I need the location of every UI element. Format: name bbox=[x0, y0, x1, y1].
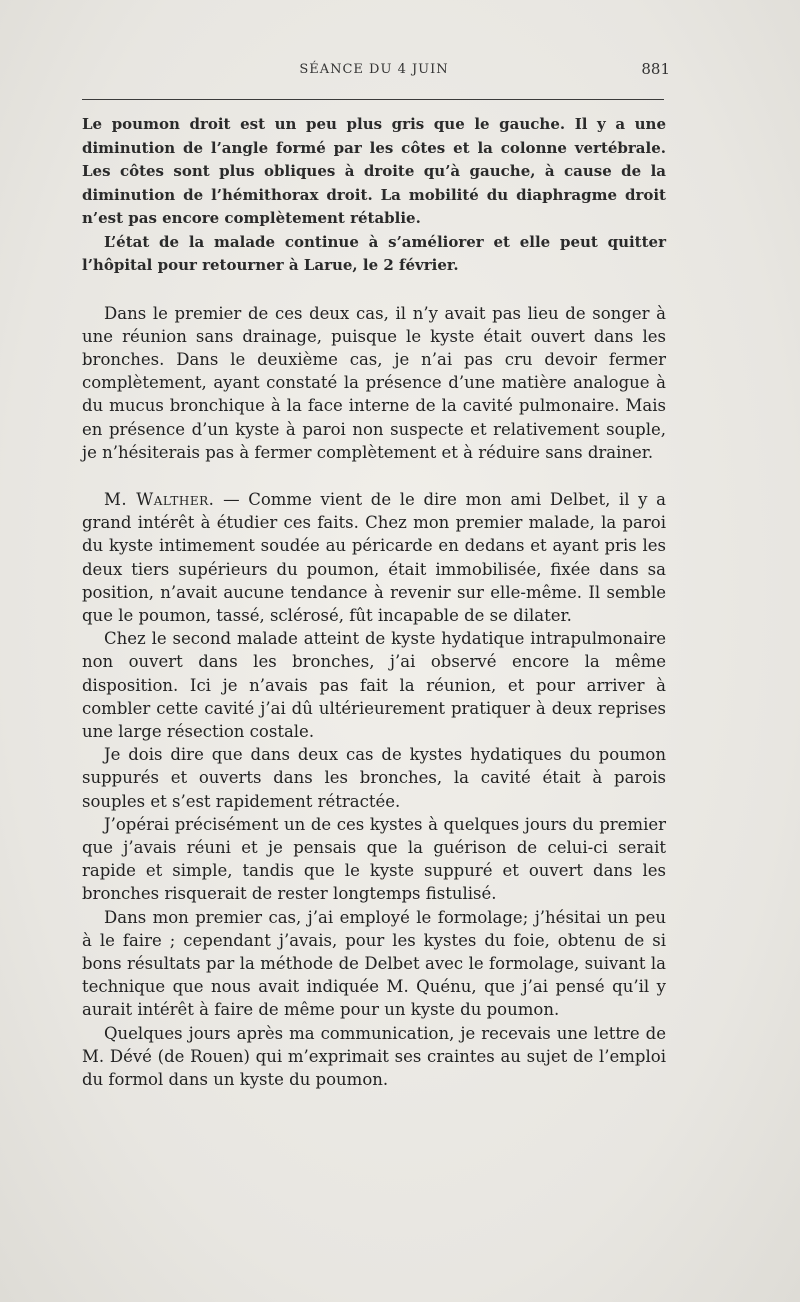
paragraph-text: — Comme vient de le dire mon ami Delbet, il y a grand intérêt à étudier ces faits. Chez mon premier malade, la paroi du kyste intimement soudée au péricarde en dedans et ayant pris les deux tiers supérieurs du poumon, était immobilisée, fixée dans sa position, n’avait aucune tendance à revenir sur elle-même. Il semble que le poumon, tassé, sclérosé, fût incapable de se dilater. bbox=[82, 489, 666, 625]
paragraph: Dans le premier de ces deux cas, il n’y avait pas lieu de songer à une réunion sans drainage, puisque le kyste était ouvert dans les bronches. Dans le deuxième cas, je n’ai pas cru devoir fermer complètement, ayant constaté la présence d’une matière analogue à du mucus bronchique à la face interne de la cavité pulmonaire. Mais en présence d’un kyste à paroi non suspecte et relativement souple, je n’hésiterais pas à fermer complètement et à réduire sans drainer. bbox=[82, 303, 666, 462]
page-header bbox=[82, 58, 670, 88]
paragraph: Le poumon droit est un peu plus gris que le gauche. Il y a une diminution de l’angle formé par les côtes et la colonne vertébrale. Les côtes sont plus obliques à droite qu’à gauche, à cause de la diminution de l’hémithorax droit. La mobilité du diaphragme droit n’est pas encore complètement rétablie. bbox=[82, 115, 666, 227]
paragraph: Chez le second malade atteint de kyste hydatique intrapulmonaire non ouvert dans les bronches, j’ai observé encore la même disposition. Ici je n’avais pas fait la réunion, et pour arriver à combler cette cavité j’ai dû ultérieurement pratiquer à deux reprises une large résection costale. bbox=[82, 629, 666, 741]
header-rule bbox=[82, 99, 664, 100]
speaker-name: M. Walther. bbox=[104, 489, 215, 509]
paragraph: J’opérai précisément un de ces kystes à quelques jours du premier que j’avais réuni et je pensais que la guérison de celui-ci serait rapide et simple, tandis que le kyste suppuré et ouvert dans les bronches risquerait de rester longtemps fistulisé. bbox=[82, 814, 666, 904]
paragraph: Je dois dire que dans deux cas de kystes hydatiques du poumon suppurés et ouverts dans les bronches, la cavité était à parois souples et s’est rapidement rétractée. bbox=[82, 745, 666, 811]
paragraph: L’état de la malade continue à s’améliorer et elle peut quitter l’hôpital pour retourner à Larue, le 2 février. bbox=[82, 232, 666, 274]
paragraph: Quelques jours après ma communication, je recevais une lettre de M. Dévé (de Rouen) qui m’exprimait ses craintes au sujet de l’emploi du formol dans un kyste du poumon. bbox=[82, 1023, 666, 1089]
page-number: 881 bbox=[641, 60, 670, 78]
running-title: SÉANCE DU 4 JUIN bbox=[299, 62, 449, 77]
paragraph bbox=[82, 488, 666, 627]
walther-remarks bbox=[82, 488, 666, 1091]
paragraph: Dans mon premier cas, j’ai employé le formolage; j’hésitai un peu à le faire ; cependant j’avais, pour les kystes du foie, obtenu de si bons résultats par la méthode de Delbet avec le formolage, suivant la technique que nous avait indiquée M. Quénu, que j’ai pensé qu’il y aurait intérêt à faire de même pour un kyste du poumon. bbox=[82, 907, 666, 1020]
page-body bbox=[82, 113, 666, 1091]
observation-section bbox=[82, 113, 666, 278]
discussion-section bbox=[82, 302, 666, 464]
